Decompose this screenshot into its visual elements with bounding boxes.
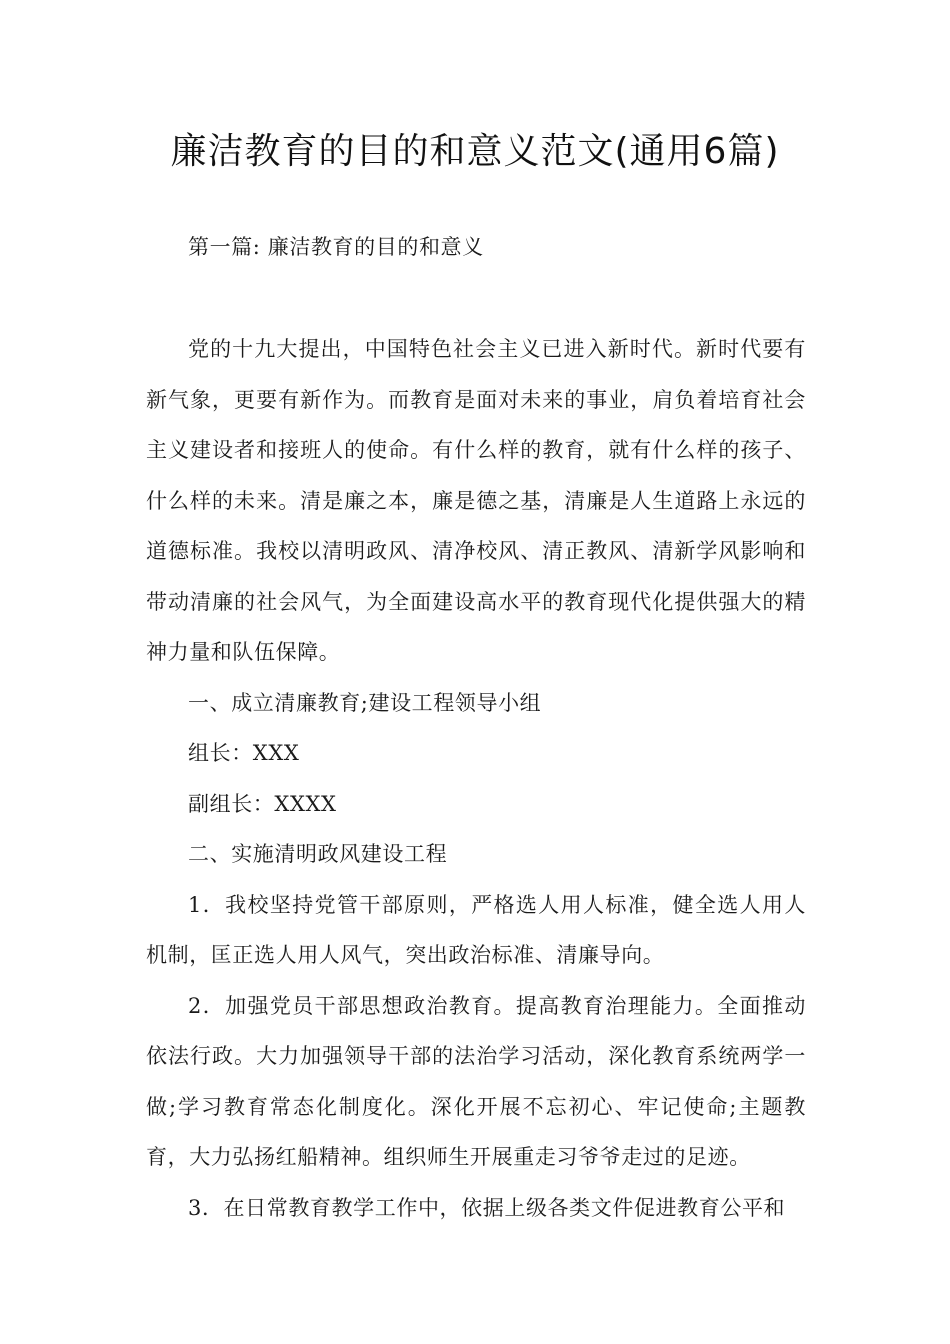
paragraph-heading-leadership-group: 一、成立清廉教育;建设工程领导小组	[188, 690, 542, 715]
section-heading-block	[146, 222, 806, 273]
document-title: 廉洁教育的目的和意义范文(通用6篇)	[170, 131, 780, 172]
paragraph-deputy-group-leader: 副组长：XXXX	[188, 791, 337, 816]
paragraph-group-leader: 组长：XXX	[188, 741, 300, 765]
paragraph-intro: 党的十九大提出，中国特色社会主义已进入新时代。新时代要有新气象，更要有新作为。而教育是面对未来的事业，肩负着培育社会主义建设者和接班人的使命。有什么样的教育，就有什么样的孩子、什么样的未来。清是廉之本，廉是德之基，清廉是人生道路上永远的道德标准。我校以清明政风、清净校风、清正教风、清新学风影响和带动清廉的社会风气，为全面建设高水平的教育现代化提供强大的精神力量和队伍保障。	[146, 337, 806, 664]
paragraph-item-3: 3．在日常教育教学工作中，依据上级各类文件促进教育公平和	[188, 1195, 786, 1220]
paragraph-item-2: 2．加强党员干部思想政治教育。提高教育治理能力。全面推动依法行政。大力加强领导干部的法治学习活动，深化教育系统两学一做;学习教育常态化制度化。深化开展不忘初心、牢记使命;主题教育，大力弘扬红船精神。组织师生开展重走习爷爷走过的足迹。	[146, 993, 806, 1169]
paragraph-heading-project: 二、实施清明政风建设工程	[188, 842, 448, 866]
document-body	[146, 324, 806, 1233]
section-heading: 第一篇: 廉洁教育的目的和意义	[188, 235, 484, 259]
paragraph-item-1: 1．我校坚持党管干部原则，严格选人用人标准，健全选人用人机制，匡正选人用人风气，突出政治标准、清廉导向。	[146, 892, 806, 967]
